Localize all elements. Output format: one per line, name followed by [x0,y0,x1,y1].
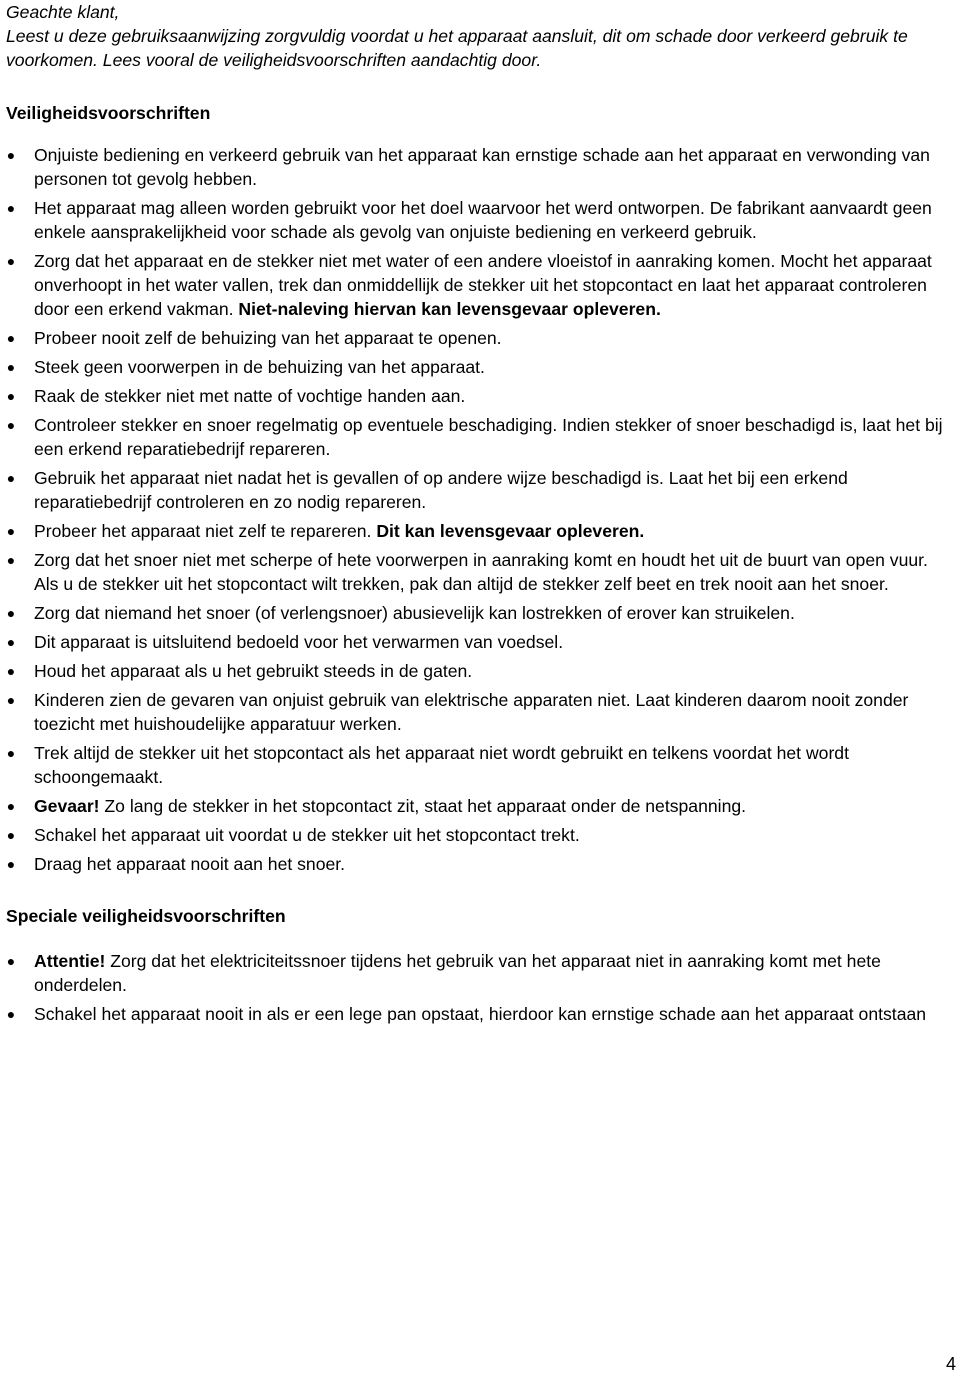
list-item-text: Probeer het apparaat niet zelf te repareren. [34,521,377,541]
list-item [6,659,956,683]
list-item [6,852,956,876]
list-item-text: Draag het apparaat nooit aan het snoer. [34,854,346,874]
bullet-icon: ● [6,470,16,486]
list-item [6,1002,956,1026]
list-item-text: Raak de stekker niet met natte of vochtige handen aan. [34,386,466,406]
section-title-safety: Veiligheidsvoorschriften [6,103,211,123]
bullet-icon: ● [6,745,16,761]
list-item [6,688,956,736]
safety-list [6,143,956,876]
list-item-text: Het apparaat mag alleen worden gebruikt voor het doel waarvoor het werd ontworpen. De fabrikant aanvaardt geen enkele aansprakelijkheid voor schade als gevolg van onjuiste bediening en verkeerd gebruik. [34,198,932,242]
list-item-text: Zo lang de stekker in het stopcontact zit, staat het apparaat onder de netspanning. [99,796,747,816]
list-item [6,548,956,596]
page-number: 4 [945,1354,956,1374]
bullet-icon: ● [6,827,16,843]
section-title-special-safety: Speciale veiligheidsvoorschriften [6,906,286,926]
list-item [6,355,956,379]
bullet-icon: ● [6,523,16,539]
list-item-text: Controleer stekker en snoer regelmatig op eventuele beschadiging. Indien stekker of snoer beschadigd is, laat het bij een erkend reparatiebedrijf repareren. [34,415,943,459]
special-safety-list [6,949,956,1026]
intro [6,0,956,72]
list-item-text: Steek geen voorwerpen in de behuizing van het apparaat. [34,357,485,377]
bullet-icon: ● [6,147,16,163]
bullet-icon: ● [6,253,16,269]
greeting: Geachte klant, [6,2,120,22]
bullet-icon: ● [6,692,16,708]
list-item-emphasis: Attentie! [34,951,106,971]
bullet-icon: ● [6,634,16,650]
list-item-emphasis: Gevaar! [34,796,100,816]
list-item [6,196,956,244]
list-item [6,601,956,625]
list-item-text: Dit apparaat is uitsluitend bedoeld voor het verwarmen van voedsel. [34,632,564,652]
list-item-text: Gebruik het apparaat niet nadat het is gevallen of op andere wijze beschadigd is. Laat het bij een erkend reparatiebedrijf controleren en zo nodig repareren. [34,468,848,512]
list-item-text: Zorg dat het snoer niet met scherpe of hete voorwerpen in aanraking komt en houdt het uit de buurt van open vuur. Als u de stekker uit het stopcontact wilt trekken, pak dan altijd de stekker zelf beet en trek nooit aan het snoer. [34,550,928,594]
list-item-warning: Dit kan levensgevaar opleveren. [376,521,645,541]
list-item [6,384,956,408]
list-item [6,413,956,461]
bullet-icon: ● [6,417,16,433]
list-item [6,143,956,191]
list-item [6,741,956,789]
bullet-icon: ● [6,798,16,814]
list-item-text: Zorg dat het apparaat en de stekker niet met water of een andere vloeistof in aanraking komen. Mocht het apparaat onverhoopt in het water vallen, trek dan onmiddellijk de stekker uit het stopcontact en laat het apparaat controleren door een erkend vakman. [34,251,932,319]
bullet-icon: ● [6,359,16,375]
bullet-icon: ● [6,330,16,346]
intro-text: Leest u deze gebruiksaanwijzing zorgvuldig voordat u het apparaat aansluit, dit om schade door verkeerd gebruik te voorkomen. Lees vooral de veiligheidsvoorschriften aandachtig door. [6,26,908,70]
list-item [6,519,956,543]
bullet-icon: ● [6,200,16,216]
list-item [6,466,956,514]
list-item-text: Houd het apparaat als u het gebruikt steeds in de gaten. [34,661,473,681]
list-item-text: Onjuiste bediening en verkeerd gebruik van het apparaat kan ernstige schade aan het apparaat en verwonding van personen tot gevolg hebben. [34,145,930,189]
list-item-text: Schakel het apparaat nooit in als er een lege pan opstaat, hierdoor kan ernstige schade aan het apparaat ontstaan [34,1004,927,1024]
list-item [6,823,956,847]
list-item-text: Kinderen zien de gevaren van onjuist gebruik van elektrische apparaten niet. Laat kinderen daarom nooit zonder toezicht met huishoudelijke apparatuur werken. [34,690,909,734]
list-item [6,326,956,350]
list-item [6,949,956,997]
list-item-text: Zorg dat het elektriciteitssnoer tijdens het gebruik van het apparaat niet in aanraking komt met hete onderdelen. [34,951,881,995]
bullet-icon: ● [6,388,16,404]
list-item-text: Schakel het apparaat uit voordat u de stekker uit het stopcontact trekt. [34,825,580,845]
list-item-warning: Niet-naleving hiervan kan levensgevaar opleveren. [238,299,661,319]
list-item [6,249,956,321]
bullet-icon: ● [6,552,16,568]
bullet-icon: ● [6,663,16,679]
list-item-text: Probeer nooit zelf de behuizing van het apparaat te openen. [34,328,502,348]
bullet-icon: ● [6,856,16,872]
list-item [6,794,956,818]
bullet-icon: ● [6,1006,16,1022]
bullet-icon: ● [6,605,16,621]
list-item [6,630,956,654]
bullet-icon: ● [6,953,16,969]
list-item-text: Zorg dat niemand het snoer (of verlengsnoer) abusievelijk kan lostrekken of erover kan struikelen. [34,603,795,623]
list-item-text: Trek altijd de stekker uit het stopcontact als het apparaat niet wordt gebruikt en telkens voordat het wordt schoongemaakt. [34,743,849,787]
